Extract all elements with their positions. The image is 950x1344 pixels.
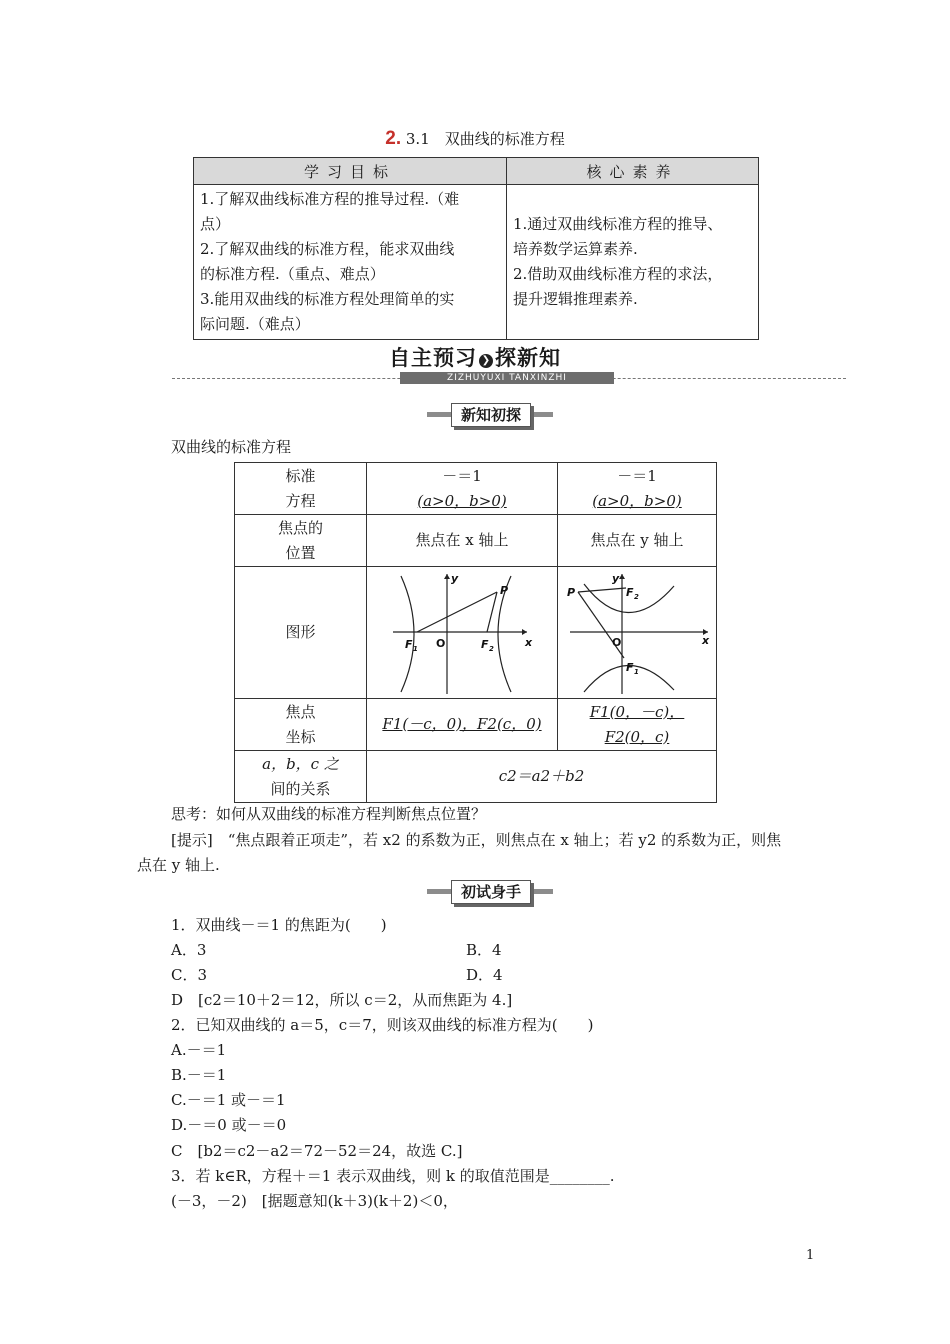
row-label-focus-position <box>235 515 367 567</box>
focus-coordinate-line: F1(0，－c)， <box>589 702 685 721</box>
page-title <box>0 128 950 150</box>
answer-1: D [c2＝10＋2＝12，所以 c＝2，从而焦距为 4.] <box>171 991 513 1009</box>
question-1: 1．双曲线－＝1 的焦距为( ) <box>171 916 387 934</box>
q1-option-b: B．4 <box>466 941 502 959</box>
y-axis-arrow-icon <box>444 574 450 579</box>
label-O: O <box>612 635 622 649</box>
hyperbola-y-axis-figure <box>562 570 712 696</box>
label-O: O <box>436 636 446 650</box>
figure-x-cell <box>367 567 558 699</box>
q1-option-c: C．3 <box>171 966 208 984</box>
label-y: y <box>451 571 459 585</box>
equation-x <box>367 463 558 515</box>
focus-coordinates-x: F1(－c，0)，F2(c，0) <box>367 699 558 751</box>
row-label-relation <box>235 751 367 803</box>
label-F2: F <box>626 585 634 599</box>
goal-line: 的标准方程.（重点、难点） <box>200 265 385 283</box>
goals-left-cell <box>194 185 507 340</box>
hint-line-1: [提示] “焦点跟着正项走”，若 x2 的系数为正，则焦点在 x 轴上；若 y2 的系数为正，则焦 <box>171 831 782 849</box>
label-line: 位置 <box>285 543 316 562</box>
q2-option-a: A.－＝1 <box>171 1041 227 1059</box>
literacy-line: 1.通过双曲线标准方程的推导、 <box>513 215 723 233</box>
label-y: y <box>612 571 620 585</box>
row-label-figure: 图形 <box>235 567 367 699</box>
q2-option-d: D.－＝0 或－＝0 <box>171 1116 287 1134</box>
relation-value: c2＝a2＋b2 <box>367 751 717 803</box>
goals-right-cell <box>507 185 759 340</box>
answer-3: (－3，－2) [据题意知(k＋3)(k＋2)＜0， <box>171 1192 458 1210</box>
focus-position-y: 焦点在 y 轴上 <box>558 515 717 567</box>
hint-line-2: 点在 y 轴上. <box>137 856 220 874</box>
label-F2: F <box>481 637 489 651</box>
figure-y-cell <box>558 567 717 699</box>
focus-position-x: 焦点在 x 轴上 <box>367 515 558 567</box>
focus-coordinate-line: F2(0，c) <box>604 727 670 746</box>
label-F1: F <box>405 637 413 651</box>
y-axis-arrow-icon <box>619 574 625 579</box>
equation-text: －＝1 <box>617 466 657 485</box>
standard-equation-table <box>234 462 717 803</box>
goal-line: 2.了解双曲线的标准方程，能求双曲线 <box>200 240 455 258</box>
q2-option-b: B.－＝1 <box>171 1066 227 1084</box>
focal-line-2 <box>487 592 497 632</box>
q2-option-c: C.－＝1 或－＝1 <box>171 1091 286 1109</box>
x-axis-arrow-icon <box>522 629 527 635</box>
chevron-right-icon: ❯ <box>479 354 493 368</box>
row-label-equation <box>235 463 367 515</box>
banner-right: 探新知 <box>495 346 561 370</box>
label-F2-sub: 2 <box>634 592 639 601</box>
label-line: 方程 <box>285 491 316 510</box>
focal-line-1 <box>417 592 497 632</box>
think-question: 思考：如何从双曲线的标准方程判断焦点位置？ <box>171 805 487 823</box>
equation-y <box>558 463 717 515</box>
tag-label: 初试身手 <box>451 880 531 904</box>
goal-line: 1.了解双曲线标准方程的推导过程.（难 <box>200 190 460 208</box>
literacy-line: 提升逻辑推理素养. <box>513 290 638 308</box>
goals-header-right: 核心素养 <box>507 158 759 185</box>
label-P: P <box>567 585 576 599</box>
goal-line: 际问题.（难点） <box>200 315 310 333</box>
hyperbola-left-branch <box>401 576 414 692</box>
literacy-line: 培养数学运算素养. <box>513 240 638 258</box>
focus-coordinates-y <box>558 699 717 751</box>
literacy-line: 2.借助双曲线标准方程的求法， <box>513 265 723 283</box>
q1-option-d: D．4 <box>466 966 503 984</box>
tag-label: 新知初探 <box>451 403 531 427</box>
equation-text: －＝1 <box>442 466 482 485</box>
banner-pinyin: ZIZHUYUXI TANXINZHI <box>400 372 614 384</box>
page-number: 1 <box>806 1248 815 1263</box>
label-line: 标准 <box>285 466 316 485</box>
label-line: 焦点的 <box>277 518 323 537</box>
title-number: 2. <box>385 128 402 149</box>
label-line: 焦点 <box>285 702 316 721</box>
label-line: 间的关系 <box>270 779 331 798</box>
equation-condition: (a>0，b>0) <box>592 491 682 510</box>
goal-line: 3.能用双曲线的标准方程处理简单的实 <box>200 290 455 308</box>
question-3: 3．若 k∈R，方程＋＝1 表示双曲线，则 k 的取值范围是________. <box>171 1167 615 1185</box>
question-2: 2．已知双曲线的 a＝5，c＝7，则该双曲线的标准方程为( ) <box>171 1016 594 1034</box>
section-banner <box>0 342 950 372</box>
hyperbola-x-axis-figure <box>387 570 537 696</box>
label-F1-sub: 1 <box>413 644 418 653</box>
label-F1: F <box>626 660 634 674</box>
answer-2: C [b2＝c2－a2＝72－52＝24，故选 C.] <box>171 1142 463 1160</box>
tag-first-try <box>427 880 553 902</box>
goals-table <box>193 157 759 340</box>
q1-option-a: A．3 <box>171 941 207 959</box>
equation-condition: (a>0，b>0) <box>417 491 507 510</box>
label-P: P <box>500 583 509 597</box>
label-x: x <box>525 635 533 649</box>
goal-line: 点） <box>200 215 231 233</box>
label-line: a，b，c 之 <box>262 754 339 773</box>
focal-line-1 <box>578 588 626 592</box>
label-F1-sub: 1 <box>634 667 639 676</box>
goals-header-left: 学习目标 <box>194 158 507 185</box>
section-heading: 双曲线的标准方程 <box>171 438 292 456</box>
banner-left: 自主预习 <box>389 346 477 370</box>
row-label-focus-coordinates <box>235 699 367 751</box>
label-line: 坐标 <box>285 727 316 746</box>
label-x: x <box>702 633 710 647</box>
tag-new-knowledge <box>427 403 553 425</box>
label-F2-sub: 2 <box>489 644 494 653</box>
title-text: 3.1 双曲线的标准方程 <box>405 130 565 148</box>
